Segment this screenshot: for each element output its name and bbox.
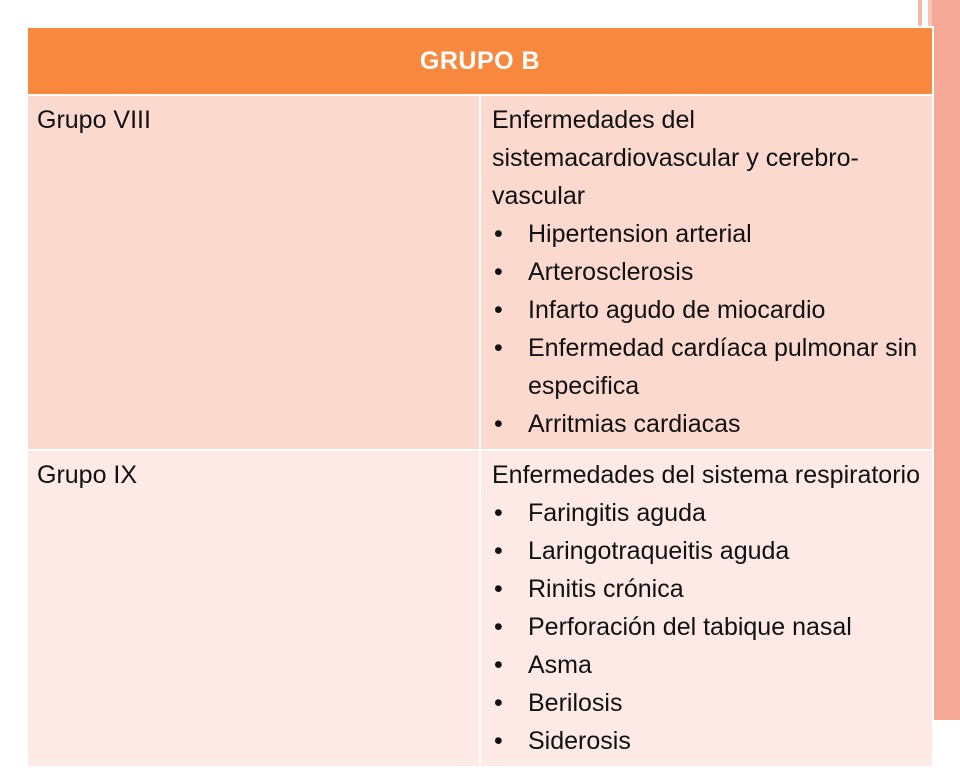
list-item-text: Enfermedad cardíaca pulmonar sin especifica [528, 334, 918, 400]
bullet-icon: • [494, 613, 503, 641]
bullet-icon: • [494, 410, 503, 438]
list-item-text: Arritmias cardiacas [528, 410, 741, 438]
bullet-icon: • [494, 258, 503, 286]
bullet-icon: • [494, 296, 503, 324]
group-description: Enfermedades del sistemacardiovascular y cerebro-vascular [492, 106, 859, 210]
list-item-text: Asma [528, 651, 592, 679]
group-label-cell: Grupo VIII [27, 95, 480, 450]
list-item [492, 684, 924, 722]
list-item-text: Perforación del tabique nasal [528, 613, 852, 641]
list-item-text: Hipertension arterial [528, 220, 752, 248]
list-item-text: Rinitis crónica [528, 575, 684, 603]
list-item-text: Arterosclerosis [528, 258, 694, 286]
decorative-side-band [932, 0, 960, 720]
group-label-cell: Grupo IX [27, 450, 480, 767]
list-item-text: Laringotraqueitis aguda [528, 537, 790, 565]
list-item-text: Berilosis [528, 689, 623, 717]
bullet-icon: • [494, 499, 503, 527]
list-item [492, 532, 924, 570]
list-item [492, 608, 924, 646]
table-header-title: GRUPO B [27, 27, 933, 95]
list-item [492, 646, 924, 684]
list-item-text: Faringitis aguda [528, 499, 706, 527]
bullet-icon: • [494, 689, 503, 717]
list-item-text: Infarto agudo de miocardio [528, 296, 826, 324]
grupo-b-table [26, 26, 934, 768]
group-content-cell [480, 95, 933, 450]
bullet-icon: • [494, 537, 503, 565]
list-item [492, 329, 924, 405]
table-row-grupo-viii [27, 95, 933, 450]
table-row-grupo-ix [27, 450, 933, 767]
list-item [492, 494, 924, 532]
list-item [492, 253, 924, 291]
list-item [492, 405, 924, 443]
bullet-icon: • [494, 727, 503, 755]
list-item [492, 722, 924, 760]
list-item [492, 570, 924, 608]
list-item [492, 291, 924, 329]
bullet-icon: • [494, 334, 503, 362]
bullet-icon: • [494, 651, 503, 679]
table-header-row [27, 27, 933, 95]
bullet-icon: • [494, 575, 503, 603]
list-item [492, 215, 924, 253]
group-content-cell [480, 450, 933, 767]
bullet-icon: • [494, 220, 503, 248]
list-item-text: Siderosis [528, 727, 631, 755]
group-description: Enfermedades del sistema respiratorio [492, 461, 920, 489]
